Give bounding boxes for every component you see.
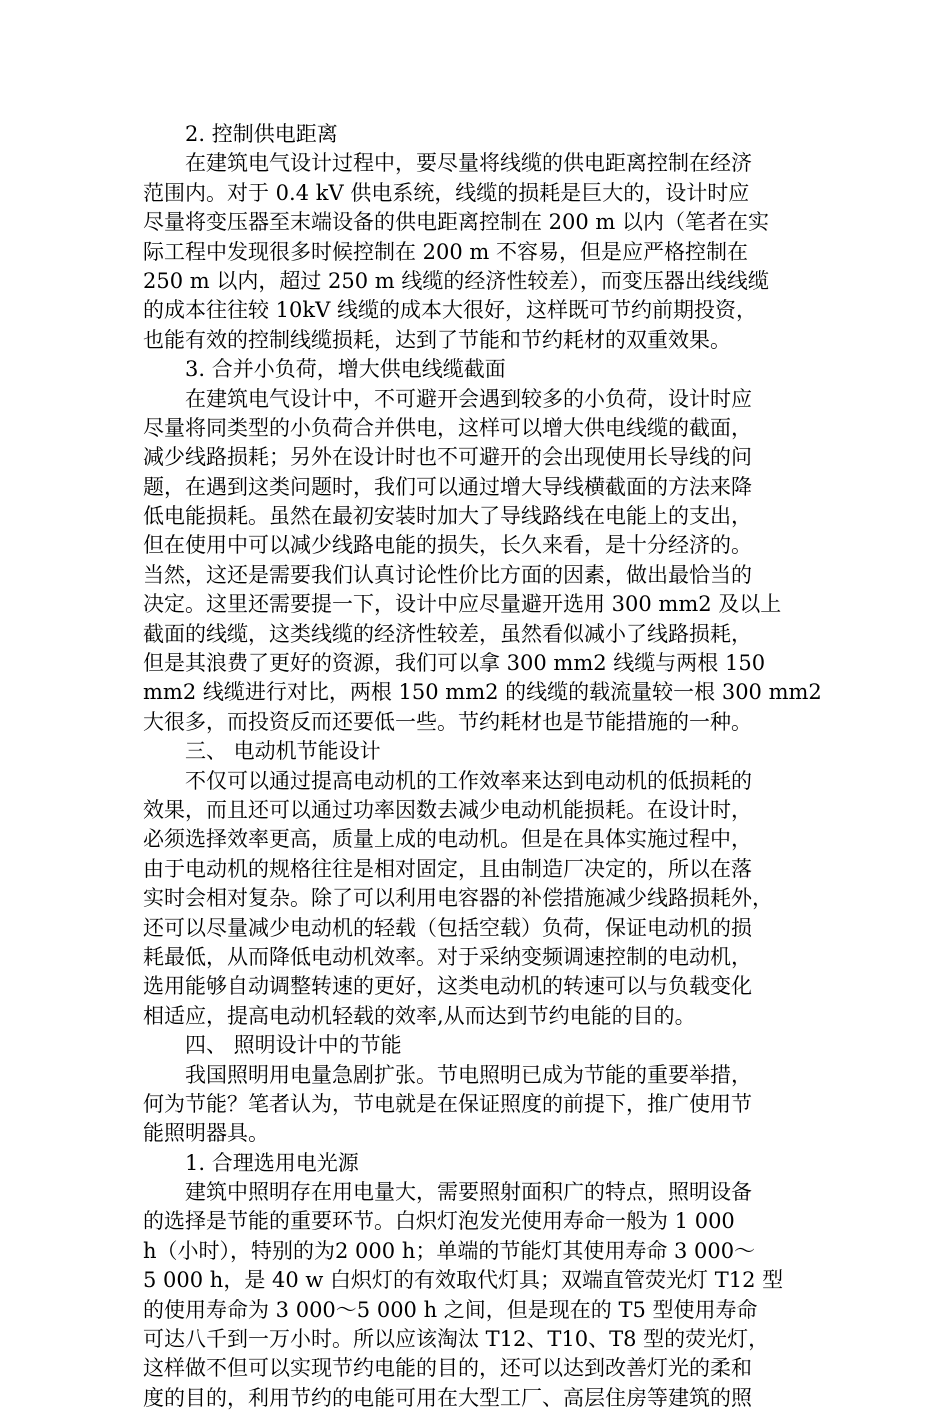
text-line: 在建筑电气设计中，不可避开会遇到较多的小负荷，设计时应 bbox=[185, 386, 752, 411]
text-line: 决定。这里还需要提一下，设计中应尽量避开选用 300 mm2 及以上 bbox=[143, 592, 782, 617]
text-line: 在建筑电气设计过程中，要尽量将线缆的供电距离控制在经济 bbox=[185, 151, 752, 176]
text-line: mm2 线缆进行对比，两根 150 mm2 的线缆的载流量较一根 300 mm2 bbox=[143, 680, 822, 705]
text-line: 的使用寿命为 3 000～5 000 h 之间，但是现在的 T5 型使用寿命 bbox=[143, 1297, 758, 1322]
text-line: 也能有效的控制线缆损耗，达到了节能和节约耗材的双重效果。 bbox=[143, 327, 731, 352]
text-line: 度的目的，利用节约的电能可用在大型工厂、高层住房等建筑的照 bbox=[143, 1385, 752, 1410]
text-line: 5 000 h，是 40 w 白炽灯的有效取代灯具；双端直管荧光灯 T12 型 bbox=[143, 1268, 784, 1293]
text-line: 实时会相对复杂。除了可以利用电容器的补偿措施减少线路损耗外， bbox=[143, 886, 773, 911]
text-line: 可达八千到一万小时。所以应该淘汰 T12、T10、T8 型的荧光灯， bbox=[143, 1327, 770, 1352]
text-line: 范围内。对于 0.4 kV 供电系统，线缆的损耗是巨大的，设计时应 bbox=[143, 180, 750, 205]
text-line: 的成本往往较 10kV 线缆的成本大很好，这样既可节约前期投资， bbox=[143, 298, 757, 323]
text-line: 减少线路损耗；另外在设计时也不可避开的会出现使用长导线的问 bbox=[143, 445, 752, 470]
text-line: 我国照明用电量急剧扩张。节电照明已成为节能的重要举措， bbox=[185, 1062, 752, 1087]
text-line: 由于电动机的规格往往是相对固定，且由制造厂决定的，所以在落 bbox=[143, 856, 752, 881]
text-line: 四、 照明设计中的节能 bbox=[185, 1033, 402, 1058]
text-line: 相适应，提高电动机轻载的效率,从而达到节约电能的目的。 bbox=[143, 1003, 696, 1028]
text-line: 截面的线缆，这类线缆的经济性较差，虽然看似减小了线路损耗， bbox=[143, 621, 752, 646]
text-line: 耗最低，从而降低电动机效率。对于采纳变频调速控制的电动机， bbox=[143, 944, 752, 969]
text-line: 当然，这还是需要我们认真讨论性价比方面的因素，做出最恰当的 bbox=[143, 562, 752, 587]
text-line: 必须选择效率更高，质量上成的电动机。但是在具体实施过程中， bbox=[143, 827, 752, 852]
text-line: 选用能够自动调整转速的更好，这类电动机的转速可以与负载变化 bbox=[143, 974, 752, 999]
text-line: 不仅可以通过提高电动机的工作效率来达到电动机的低损耗的 bbox=[185, 768, 752, 793]
text-line: 2. 控制供电距离 bbox=[185, 122, 338, 146]
text-line: 低电能损耗。虽然在最初安装时加大了导线路线在电能上的支出， bbox=[143, 504, 752, 529]
text-line: 何为节能？笔者认为，节电就是在保证照度的前提下，推广使用节 bbox=[143, 1091, 752, 1116]
text-line: 尽量将同类型的小负荷合并供电，这样可以增大供电线缆的截面， bbox=[143, 415, 752, 440]
text-line: 250 m 以内，超过 250 m 线缆的经济性较差），而变压器出线线缆 bbox=[143, 268, 769, 293]
text-line: h（小时），特别的为2 000 h；单端的节能灯其使用寿命 3 000～ bbox=[143, 1238, 756, 1263]
text-line: 建筑中照明存在用电量大，需要照射面积广的特点，照明设备 bbox=[185, 1180, 752, 1205]
text-line: 效果，而且还可以通过功率因数去减少电动机能损耗。在设计时， bbox=[143, 797, 752, 822]
text-line: 尽量将变压器至末端设备的供电距离控制在 200 m 以内（笔者在实 bbox=[143, 210, 770, 235]
text-line: 三、 电动机节能设计 bbox=[185, 739, 381, 764]
text-line: 还可以尽量减少电动机的轻载（包括空载）负荷，保证电动机的损 bbox=[143, 915, 752, 940]
text-line: 但是其浪费了更好的资源，我们可以拿 300 mm2 线缆与两根 150 bbox=[143, 651, 766, 676]
text-line: 的选择是节能的重要环节。白炽灯泡发光使用寿命一般为 1 000 bbox=[143, 1209, 735, 1234]
document-page bbox=[143, 120, 822, 1413]
text-line: 1. 合理选用电光源 bbox=[185, 1150, 359, 1175]
text-line: 但在使用中可以减少线路电能的损失，长久来看，是十分经济的。 bbox=[143, 533, 752, 558]
text-line: 能照明器具。 bbox=[143, 1121, 269, 1146]
text-line: 这样做不但可以实现节约电能的目的，还可以达到改善灯光的柔和 bbox=[143, 1356, 752, 1381]
text-line: 际工程中发现很多时候控制在 200 m 不容易，但是应严格控制在 bbox=[143, 239, 749, 264]
text-line: 3. 合并小负荷，增大供电线缆截面 bbox=[185, 357, 506, 382]
text-line: 题，在遇到这类问题时，我们可以通过增大导线横截面的方法来降 bbox=[143, 474, 752, 499]
text-line: 大很多，而投资反而还要低一些。节约耗材也是节能措施的一种。 bbox=[143, 709, 752, 734]
